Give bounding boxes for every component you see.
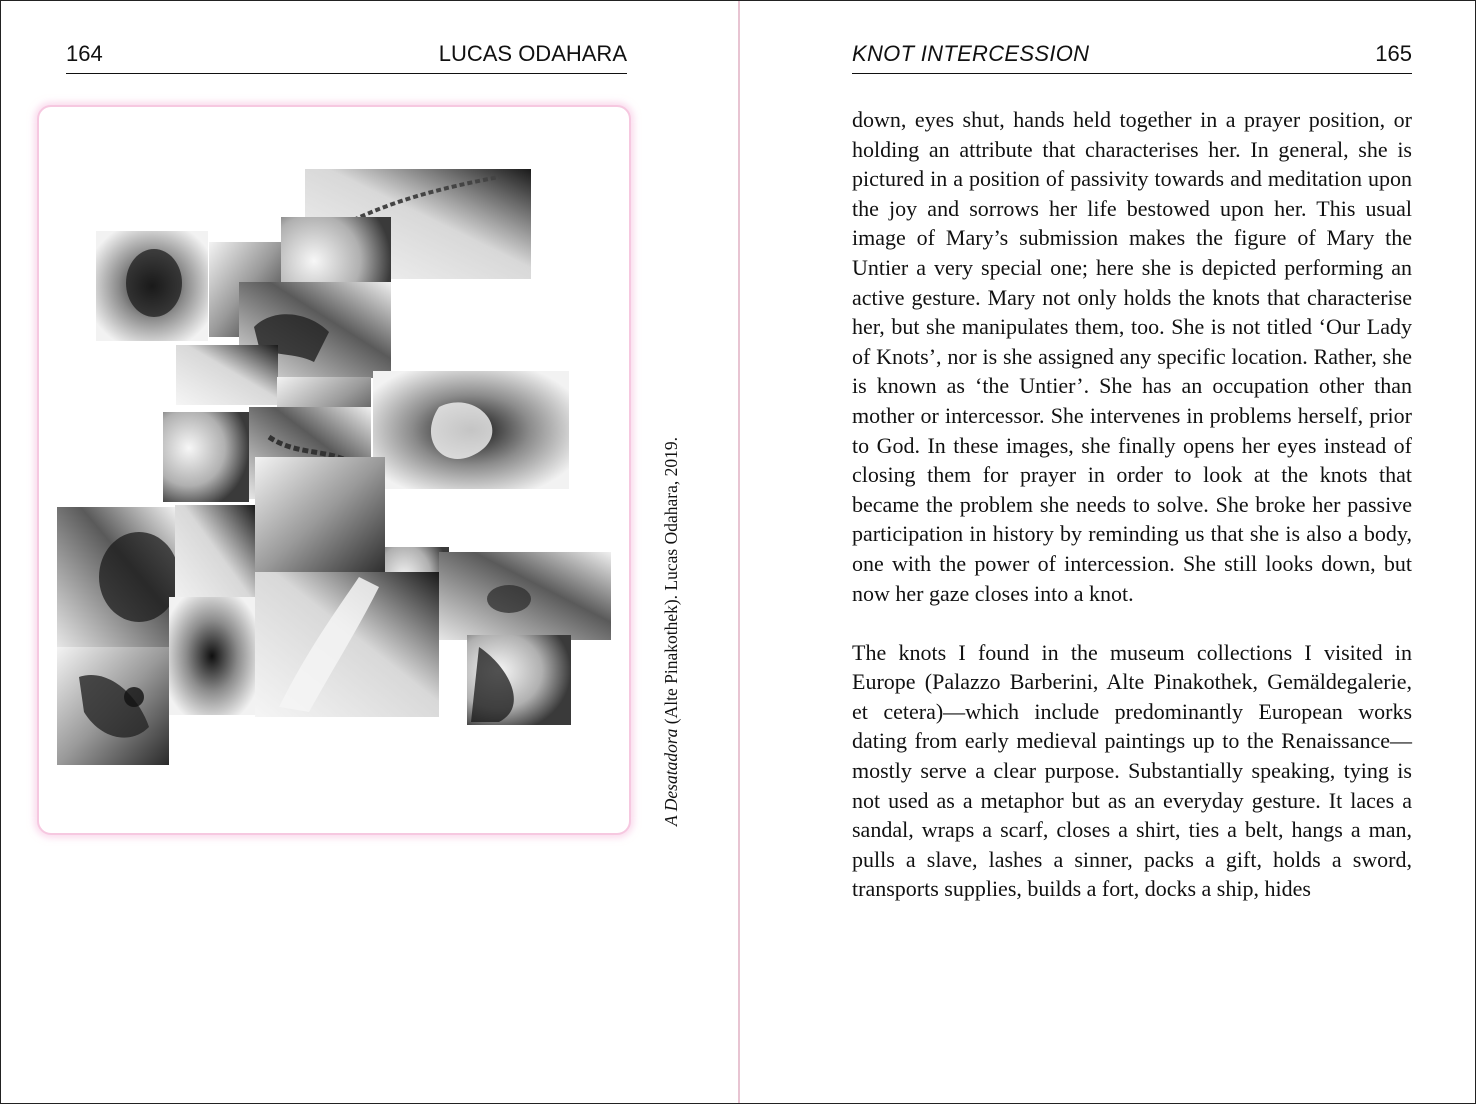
- collage-tile: [169, 597, 255, 715]
- bead-shape: [124, 687, 144, 707]
- right-running-head: KNOT INTERCESSION: [852, 41, 1090, 66]
- face-shape: [126, 249, 182, 317]
- figure-frame: [37, 105, 631, 835]
- paragraph: The knots I found in the museum collections I visited in Europe (Palazzo Barberini, Alte Pinakothek, Gemäldegalerie, et cetera)—which include predominantly European works dating from early medieval paintings up to the Renaissance—mostly serve a clear purpose. Substantially speaking, tying is not used as a metaphor but as an everyday gesture. It laces a sandal, wraps a scarf, closes a shirt, ties a belt, hangs a man, pulls a slave, lashes a sinner, packs a gift, holds a sword, transports supplies, builds a fort, docks a ship, hides: [852, 639, 1412, 902]
- left-header: [66, 39, 627, 74]
- left-running-head: LUCAS ODAHARA: [438, 41, 627, 66]
- collage-tile: [176, 345, 278, 405]
- left-page: [1, 1, 738, 1103]
- caption-title: A Desatadora: [661, 728, 681, 826]
- shadow-shape: [99, 532, 179, 622]
- collage-image: [39, 107, 629, 833]
- caption-credit: (Alte Pinakothek). Lucas Odahara, 2019.: [661, 437, 681, 729]
- figure-caption: [661, 437, 682, 826]
- paragraph: down, eyes shut, hands held together in a prayer position, or holding an attribute that characterises her. In general, she is pictured in a position of passivity towards and meditation upon the joy and sorrows her life bestowed upon her. This usual image of Mary’s submission makes the figure of Mary the Untier a very special one; here she is depicted performing an active gesture. Mary not only holds the knots that characterise her, but she manipulates them, too. She is not titled ‘Our Lady of Knots’, nor is she assigned any specific location. Rather, she is known as ‘the Untier’. She has an occupation other than mother or intercessor. She intervenes in problems herself, prior to God. In these images, she finally opens her eyes instead of closing them for prayer in order to look at the knots that became the problem she needs to solve. She broke her passive participation in history by reminding us that she is also a body, one with the power of intercession. She still looks down, but now her gaze closes into a knot.: [852, 107, 1412, 606]
- collage-tile: [163, 412, 249, 502]
- knot-shape: [487, 585, 531, 613]
- right-header: [852, 39, 1412, 74]
- collage-tile: [255, 457, 385, 577]
- left-page-number: 164: [66, 41, 103, 66]
- right-page-number: 165: [1375, 41, 1412, 66]
- right-page: [740, 1, 1475, 1103]
- body-text: [852, 105, 1412, 904]
